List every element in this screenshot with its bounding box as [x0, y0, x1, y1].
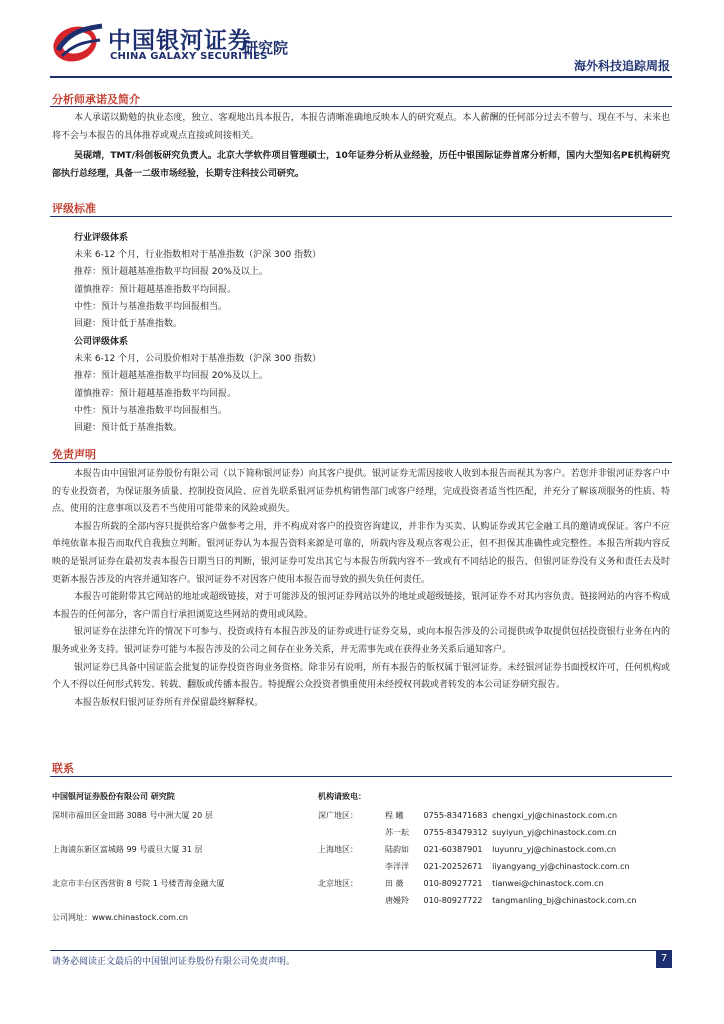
address-shenzhen: 深圳市福田区金田路 3088 号中洲大厦 20 层: [52, 811, 213, 820]
contact-left-column: [52, 788, 224, 926]
analyst-statement-text: 本人承诺以勤勉的执业态度，独立、客观地出具本报告，本报告清晰准确地反映本人的研究观点。本人薪酬的任何部分过去不曾与、现在不与、未来也将不会与本报告的具体推荐或观点直接或间接相关。: [52, 113, 670, 141]
contact-name: 程 曦: [385, 811, 404, 820]
logo-chinese-name: 中国银河证券: [108, 28, 252, 54]
company-rating-block: [74, 334, 321, 437]
section-rule: [50, 106, 672, 107]
rating-line: 中性：预计与基准指数平均回报相当。: [74, 301, 228, 312]
contact-row: [385, 858, 636, 875]
company-website[interactable]: 公司网址：www.chinastock.com.cn: [52, 913, 188, 922]
contact-email[interactable]: liyangyang_yj@chinastock.com.cn: [492, 862, 630, 871]
section-rule: [50, 216, 672, 217]
contact-email[interactable]: suyiyun_yj@chinastock.com.cn: [492, 828, 617, 837]
section-title-ratings: 评级标准: [52, 202, 96, 215]
rating-line: 回避：预计低于基准指数。: [74, 423, 183, 434]
analyst-bio-text: 吴砚靖，TMT/科创板研究负责人。北京大学软件项目管理硕士，10年证券分析从业经验，历任中银国际证券首席分析师，国内大型知名PE机构研究部执行总经理，具备一二级市场经验，长期专注科技公司研究。: [52, 151, 670, 179]
disclaimer-paragraph: 本报告所载的全部内容只提供给客户做参考之用，并不构成对客户的投资咨询建议，并非作为买卖、认购证券或其它金融工具的邀请或保证。客户不应单纯依靠本报告而取代自我独立判断。银河证券认为本报告资料来源是可靠的，所载内容及观点客观公正，但不担保其准确性或完整性。本报告所载内容反映的是银河证券在最初发表本报告日期当日的判断，银河证券可发出其它与本报告所载内容不一致或有不同结论的报告，但银河证券没有义务和责任去及时更新本报告涉及的内容并通知客户。银河证券不对因客户使用本报告而导致的损失负任何责任。: [52, 521, 670, 585]
section-title-analyst: 分析师承诺及简介: [52, 93, 140, 106]
section-title-contact: 联系: [52, 762, 74, 775]
contact-phone: 010-80927721: [423, 879, 483, 888]
company-rating-heading: 公司评级体系: [74, 337, 129, 347]
address-beijing: 北京市丰台区西营街 8 号院 1 号楼青海金融大厦: [52, 879, 225, 888]
section-title-disclaimer: 免责声明: [52, 448, 96, 461]
footer-rule: [50, 950, 672, 951]
disclaimer-paragraph: 银河证券已具备中国证监会批复的证券投资咨询业务资格。除非另有说明，所有本报告的版权属于银河证券。未经银河证券书面授权许可，任何机构或个人不得以任何形式转发、转载、翻版或传播本报告。特提醒公众投资者慎重使用未经授权刊载或者转发的本公司证券研究报告。: [52, 662, 670, 691]
footer-disclaimer-note: 请务必阅读正文最后的中国银河证券股份有限公司免责声明。: [52, 957, 296, 967]
contact-email[interactable]: tianwei@chinastock.com.cn: [492, 879, 604, 888]
contact-phone: 021-20252671: [423, 862, 483, 871]
contact-right-column: [318, 788, 366, 805]
contact-email[interactable]: chengxi_yj@chinastock.com.cn: [492, 811, 618, 820]
institute-label: 研究院: [243, 39, 289, 57]
disclaimer-paragraph: 本报告由中国银河证券股份有限公司（以下简称银河证券）向其客户提供。银河证券无需因接收人收到本报告而视其为客户。若您并非银河证券客户中的专业投资者，为保证服务质量、控制投资风险、应首先联系银河证券机构销售部门或客户经理，完成投资者适当性匹配，并充分了解该项服务的性质、特点、使用的注意事项以及若不当使用可能带来的风险或损失。: [52, 469, 670, 515]
contact-name: 李洋洋: [385, 862, 409, 871]
rating-line: 推荐：预计超越基准指数平均回报 20%及以上。: [74, 371, 268, 382]
contact-name: 唐嫚羚: [385, 896, 409, 905]
contact-row: [385, 807, 636, 824]
contact-email[interactable]: tangmanling_bj@chinastock.com.cn: [492, 896, 637, 905]
rating-line: 谨慎推荐：预计超越基准指数平均回报。: [74, 284, 237, 295]
contact-phone: 021-60387901: [423, 845, 483, 854]
rating-line: 谨慎推荐：预计超越基准指数平均回报。: [74, 388, 237, 399]
contact-name: 陆韵如: [385, 845, 409, 854]
company-name: 中国银河证券股份有限公司 研究院: [52, 792, 175, 801]
section-rule: [50, 776, 672, 777]
rating-line: 推荐：预计超越基准指数平均回报 20%及以上。: [74, 267, 268, 278]
contact-phone: 0755-83471683: [423, 811, 488, 820]
contact-phone: 0755-83479312: [423, 828, 488, 837]
contact-email[interactable]: luyunru_yj@chinastock.com.cn: [492, 845, 617, 854]
rating-line: 未来 6-12 个月，行业指数相对于基准指数（沪深 300 指数）: [74, 250, 322, 261]
report-title: 海外科技追踪周报: [573, 59, 670, 73]
industry-rating-block: [74, 230, 321, 333]
galaxy-logo-icon: [50, 20, 104, 64]
rating-line: 中性：预计与基准指数平均回报相当。: [74, 405, 228, 416]
contact-row: [385, 841, 636, 858]
disclaimer-body: [52, 466, 670, 712]
rating-line: 未来 6-12 个月，公司股价相对于基准指数（沪深 300 指数）: [74, 354, 322, 365]
contact-phone: 010-80927722: [423, 896, 483, 905]
region-label: 上海地区：: [318, 845, 358, 854]
sales-heading: 机构请致电：: [318, 792, 366, 801]
rating-line: 回避：预计低于基准指数。: [74, 319, 183, 330]
region-label: 深广地区：: [318, 811, 358, 820]
contact-row: [385, 824, 636, 841]
address-shanghai: 上海浦东新区富城路 99 号震旦大厦 31 层: [52, 845, 203, 854]
header-rule: [50, 76, 672, 78]
logo-english-name: CHINA GALAXY SECURITIES: [110, 51, 268, 62]
region-label: 北京地区：: [318, 879, 358, 888]
contact-row: [385, 875, 636, 892]
contact-name: 田 薇: [385, 879, 404, 888]
page-number: 7: [656, 950, 672, 968]
sales-contacts: [385, 807, 636, 909]
disclaimer-paragraph: 本报告可能附带其它网站的地址或超级链接，对于可能涉及的银河证券网站以外的地址或超级链接，银河证券不对其内容负责。链接网站的内容不构成本报告的任何部分，客户需自行承担浏览这些网站的费用或风险。: [52, 592, 670, 620]
section-rule: [50, 462, 672, 463]
disclaimer-paragraph: 银河证券在法律允许的情况下可参与、投资或持有本报告涉及的证券或进行证券交易，或向本报告涉及的公司提供或争取提供包括投资银行业务在内的服务或业务支持。银河证券可能与本报告涉及的公司之间存在业务关系，并无需事先或在获得业务关系后通知客户。: [52, 627, 670, 655]
disclaimer-paragraph: 本报告版权归银河证券所有并保留最终解释权。: [74, 697, 264, 708]
contact-name: 苏一耘: [385, 828, 409, 837]
analyst-bio: [52, 148, 670, 183]
contact-row: [385, 892, 636, 909]
analyst-statement: [52, 110, 670, 145]
industry-rating-heading: 行业评级体系: [74, 233, 129, 243]
